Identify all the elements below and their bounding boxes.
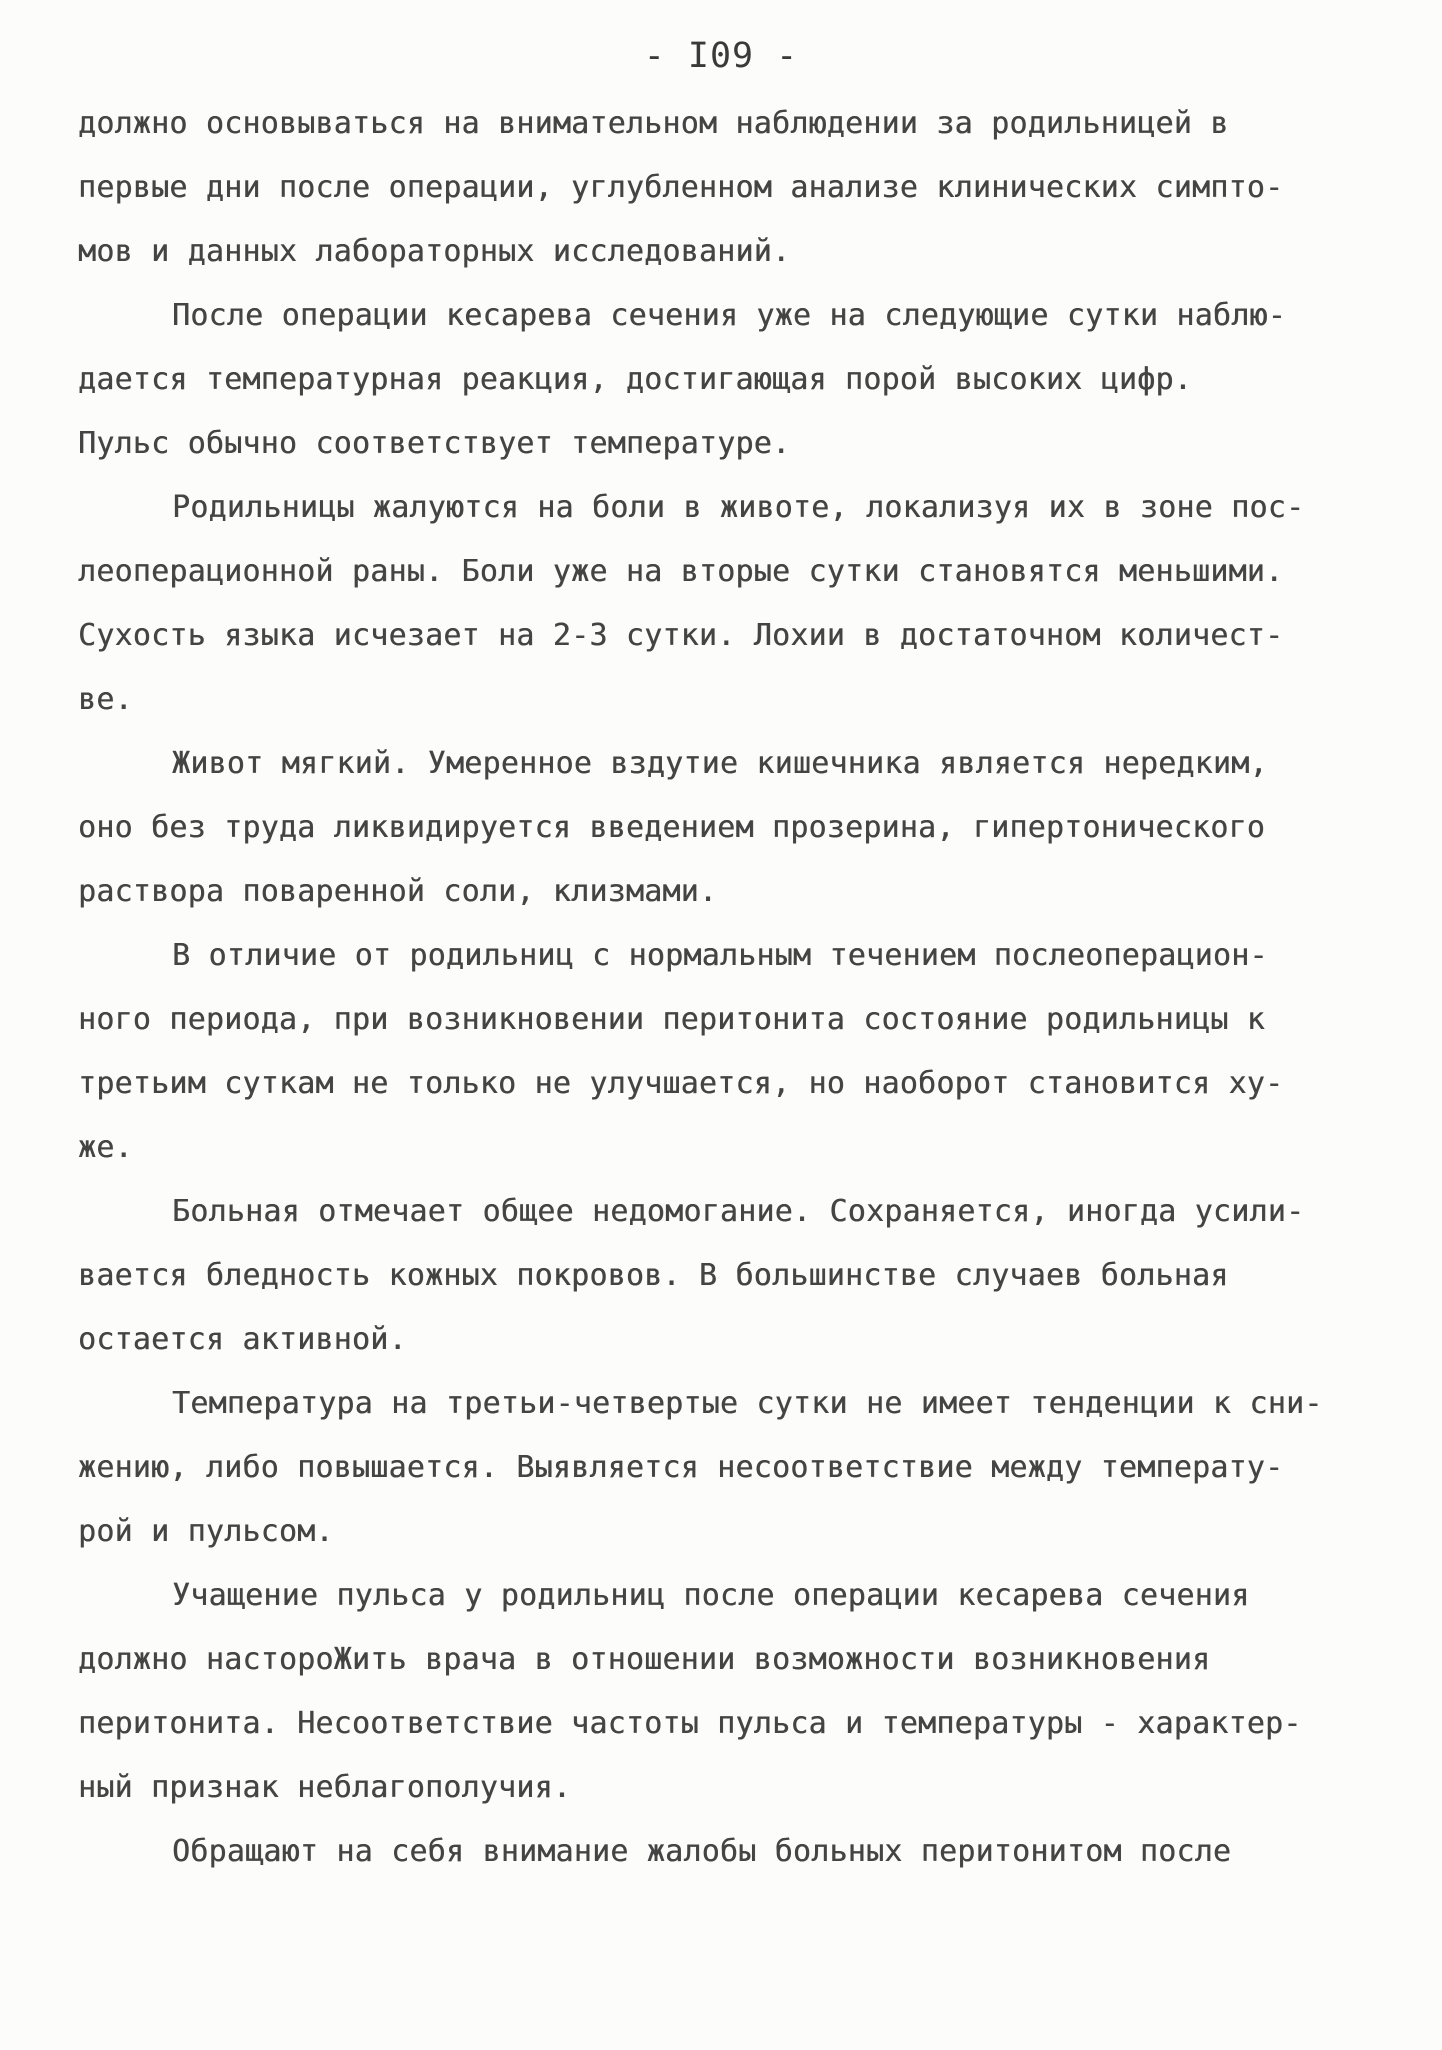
paragraph-first-line: В отличие от родильниц с нормальным течением послеоперацион- bbox=[172, 938, 1268, 973]
text-line: первые дни после операции, углубленном анализе клинических симпто- bbox=[78, 170, 1284, 205]
text-line: ный признак неблагополучия. bbox=[78, 1770, 572, 1805]
text-line: остается активной. bbox=[78, 1322, 407, 1357]
text-line: перитонита. Несоответствие частоты пульса и температуры - характер- bbox=[78, 1706, 1302, 1741]
paragraph-first-line: Температура на третьи-четвертые сутки не имеет тенденции к сни- bbox=[172, 1386, 1323, 1421]
text-line: дается температурная реакция, достигающая порой высоких цифр. bbox=[78, 362, 1192, 397]
text-line: ного периода, при возникновении перитонита состояние родильницы к bbox=[78, 1002, 1265, 1037]
paragraph-first-line: Обращают на себя внимание жалобы больных перитонитом после bbox=[172, 1834, 1232, 1869]
text-line: Сухость языка исчезает на 2-3 сутки. Лохии в достаточном количест- bbox=[78, 618, 1284, 653]
text-line: Пульс обычно соответствует температуре. bbox=[78, 426, 791, 461]
text-line: должно настороЖить врача в отношении возможности возникновения bbox=[78, 1642, 1211, 1677]
paragraph-first-line: Родильницы жалуются на боли в животе, локализуя их в зоне пос- bbox=[172, 490, 1305, 525]
text-line: ве. bbox=[78, 682, 133, 717]
text-line: же. bbox=[78, 1130, 133, 1165]
text-line: оно без труда ликвидируется введением прозерина, гипертонического bbox=[78, 810, 1265, 845]
page-number: - I09 - bbox=[643, 36, 799, 76]
text-line: рой и пульсом. bbox=[78, 1514, 334, 1549]
text-line: третьим суткам не только не улучшается, но наоборот становится ху- bbox=[78, 1066, 1284, 1101]
text-line: леоперационной раны. Боли уже на вторые сутки становятся меньшими. bbox=[78, 554, 1284, 589]
text-line: жению, либо повышается. Выявляется несоответствие между температу- bbox=[78, 1450, 1284, 1485]
paragraph-first-line: После операции кесарева сечения уже на следующие сутки наблю- bbox=[172, 298, 1286, 333]
text-line: должно основываться на внимательном наблюдении за родильницей в bbox=[78, 106, 1229, 141]
paragraph-first-line: Учащение пульса у родильниц после операции кесарева сечения bbox=[172, 1578, 1250, 1613]
text-line: вается бледность кожных покровов. В большинстве случаев больная bbox=[78, 1258, 1229, 1293]
text-line: мов и данных лабораторных исследований. bbox=[78, 234, 791, 269]
paragraph-first-line: Больная отмечает общее недомогание. Сохраняется, иногда усили- bbox=[172, 1194, 1305, 1229]
text-line: раствора поваренной соли, клизмами. bbox=[78, 874, 718, 909]
body-text bbox=[78, 92, 1378, 1884]
paragraph-first-line: Живот мягкий. Умеренное вздутие кишечника является нередким, bbox=[172, 746, 1268, 781]
